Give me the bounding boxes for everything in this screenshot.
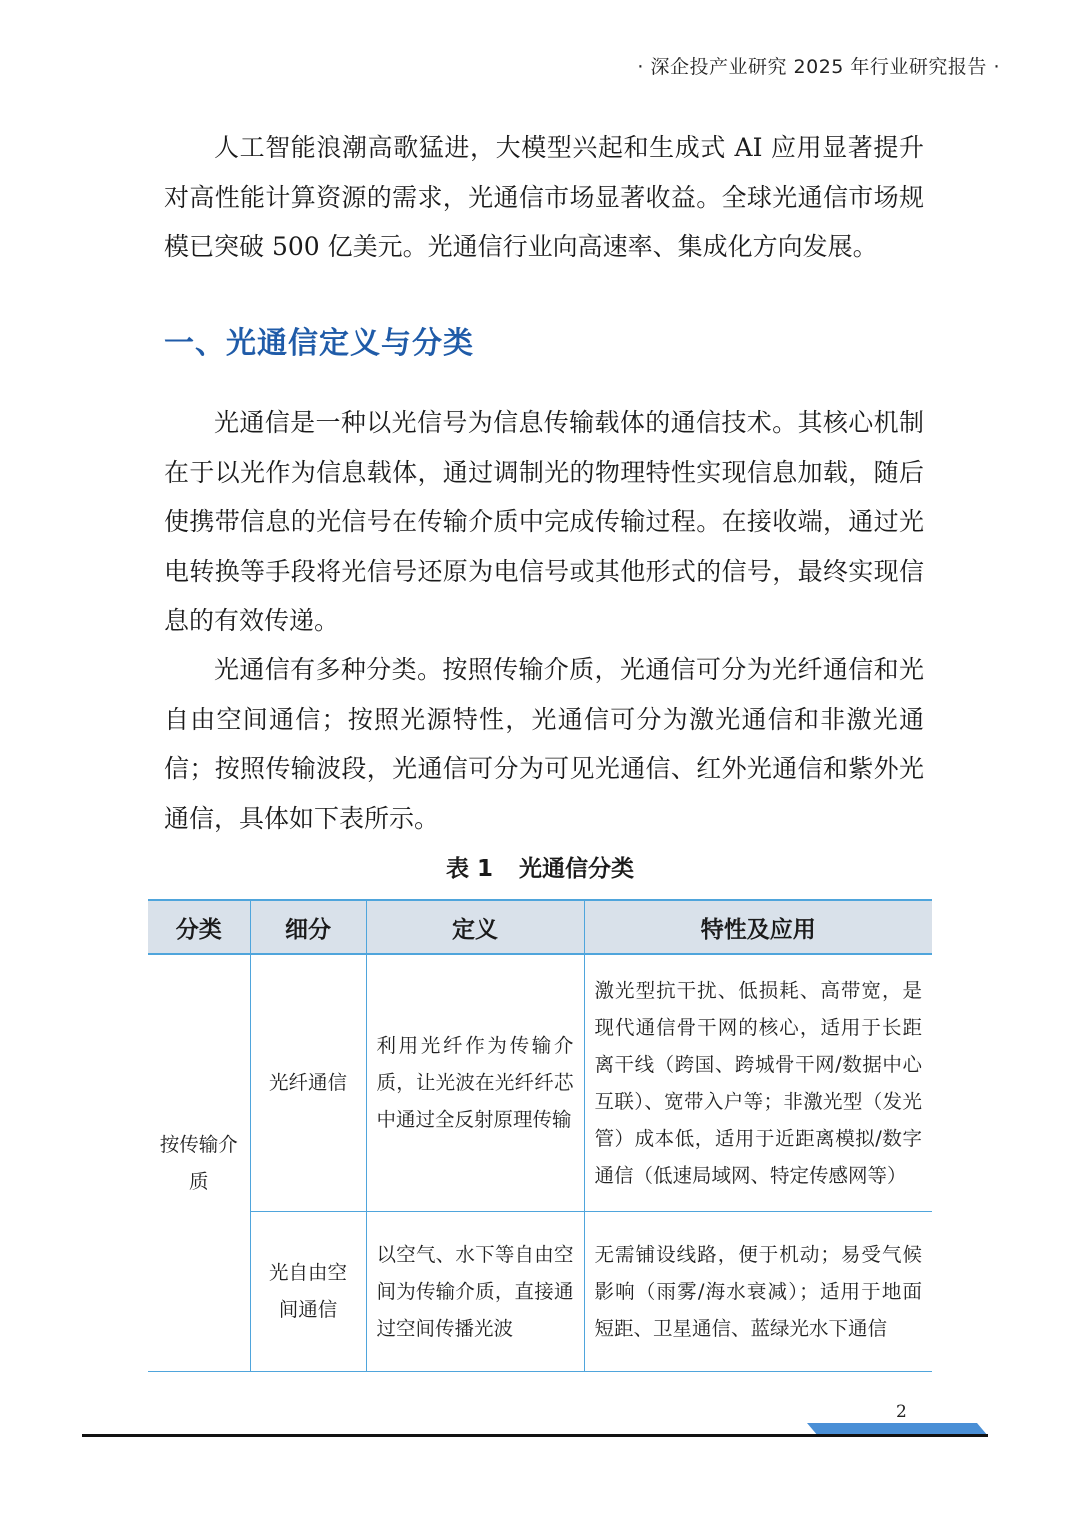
definition-cell: 以空气、水下等自由空间为传输介质，直接通过空间传播光波 [366, 1211, 584, 1371]
header-features: 特性及应用 [584, 900, 932, 954]
table-row [148, 954, 932, 1211]
table-row [148, 1211, 932, 1371]
category-cell: 按传输介质 [148, 954, 250, 1371]
classification-table [148, 899, 932, 1372]
section-title: 一、光通信定义与分类 [164, 326, 474, 361]
page-number: 2 [896, 1402, 907, 1422]
definition-paragraph: 光通信是一种以光信号为信息传输载体的通信技术。其核心机制在于以光作为信息载体，通过调制光的物理特性实现信息加载，随后使携带信息的光信号在传输介质中完成传输过程。在接收端，通过光电转换等手段将光信号还原为电信号或其他形式的信号，最终实现信息的有效传递。 [164, 408, 924, 635]
definition-cell: 利用光纤作为传输介质，让光波在光纤纤芯中通过全反射原理传输 [366, 954, 584, 1211]
running-header: · 深企投产业研究 2025 年行业研究报告 · [637, 56, 1000, 78]
footer-rule [82, 1434, 988, 1437]
features-cell: 无需铺设线路，便于机动；易受气候影响（雨雾/海水衰减）；适用于地面短距、卫星通信、蓝绿光水下通信 [584, 1211, 932, 1371]
header-category: 分类 [148, 900, 250, 954]
header-definition: 定义 [366, 900, 584, 954]
header-subcategory: 细分 [250, 900, 366, 954]
subcategory-cell: 光自由空间通信 [250, 1211, 366, 1371]
features-cell: 激光型抗干扰、低损耗、高带宽，是现代通信骨干网的核心，适用于长距离干线（跨国、跨城骨干网/数据中心互联）、宽带入户等；非激光型（发光管）成本低，适用于近距离模拟/数字通信（低速局域网、特定传感网等） [584, 954, 932, 1211]
subcategory-cell: 光纤通信 [250, 954, 366, 1211]
table-caption [0, 850, 1080, 883]
table-caption-title: 光通信分类 [519, 856, 634, 882]
classification-paragraph: 光通信有多种分类。按照传输介质，光通信可分为光纤通信和光自由空间通信；按照光源特性，光通信可分为激光通信和非激光通信；按照传输波段，光通信可分为可见光通信、红外光通信和紫外光通信，具体如下表所示。 [164, 655, 924, 833]
table-header-row [148, 900, 932, 954]
table-caption-number: 表 1 [445, 856, 493, 882]
intro-paragraph: 人工智能浪潮高歌猛进，大模型兴起和生成式 AI 应用显著提升对高性能计算资源的需求，光通信市场显著收益。全球光通信市场规模已突破 500 亿美元。光通信行业向高速率、集成化方向发展。 [164, 133, 924, 261]
